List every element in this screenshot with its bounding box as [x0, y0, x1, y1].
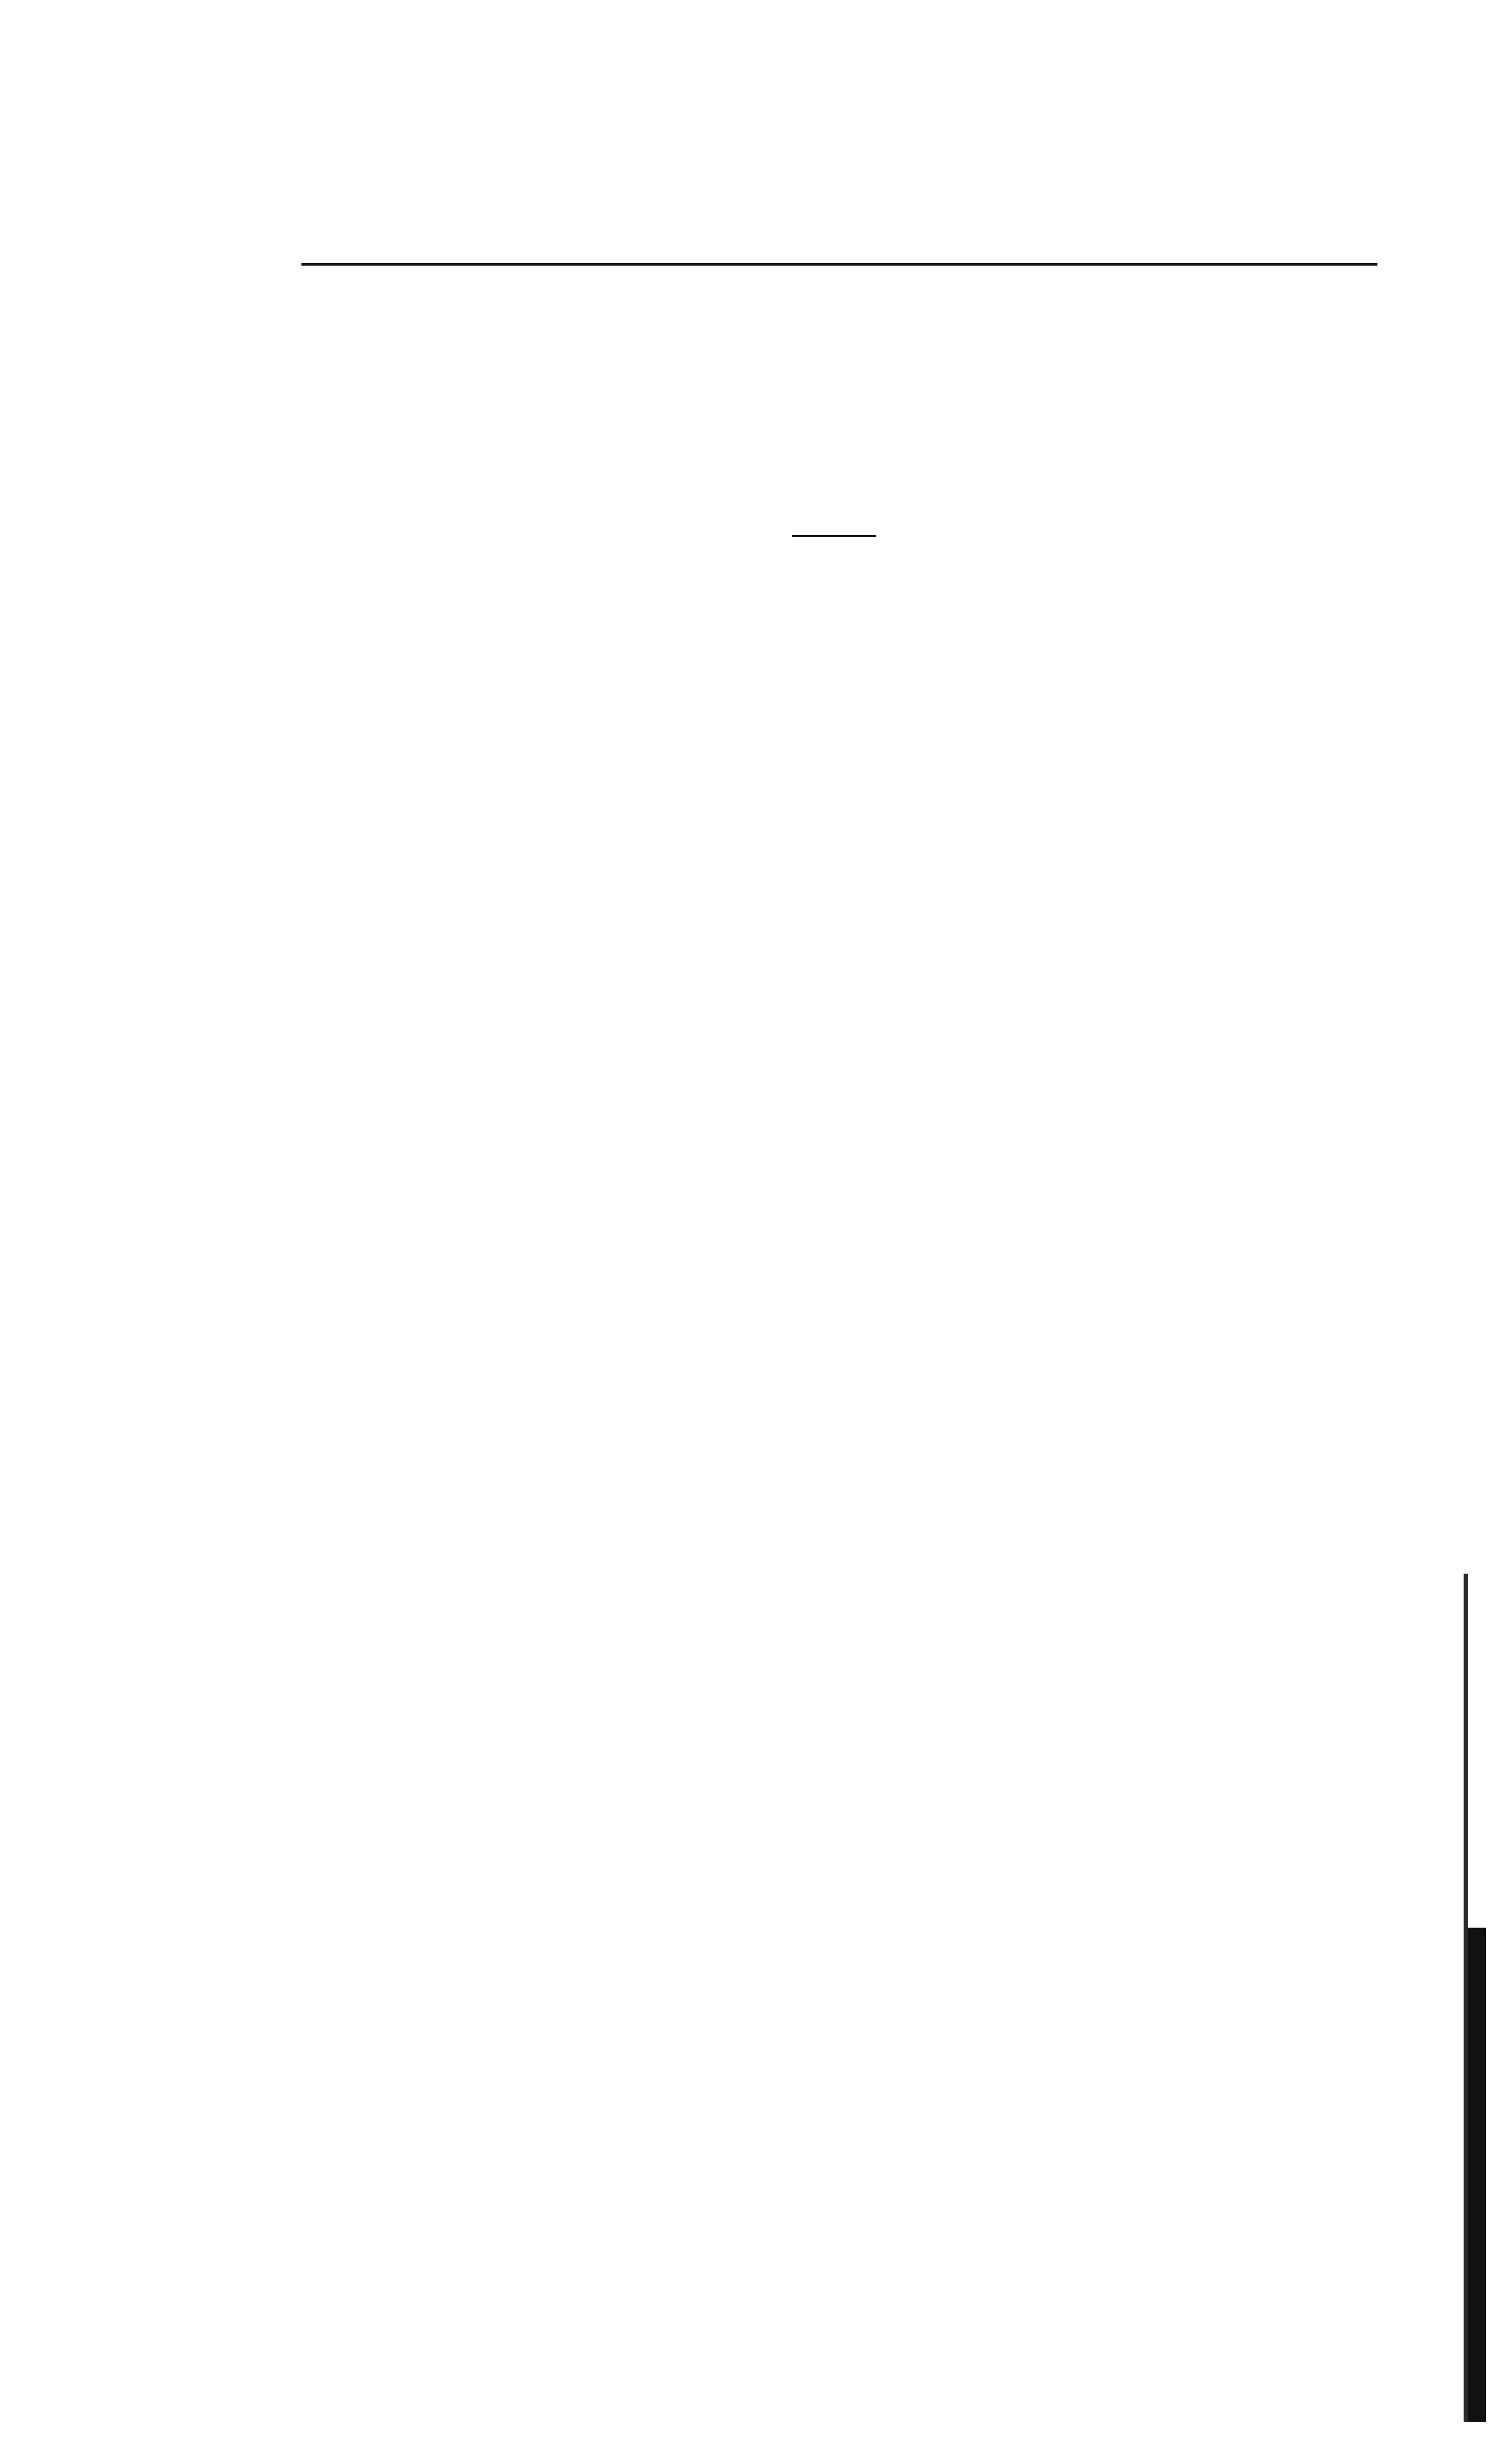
- scan-margin-mark-dark: [1468, 1928, 1486, 2422]
- separator-1: [792, 535, 876, 537]
- header-rule: [301, 263, 1377, 266]
